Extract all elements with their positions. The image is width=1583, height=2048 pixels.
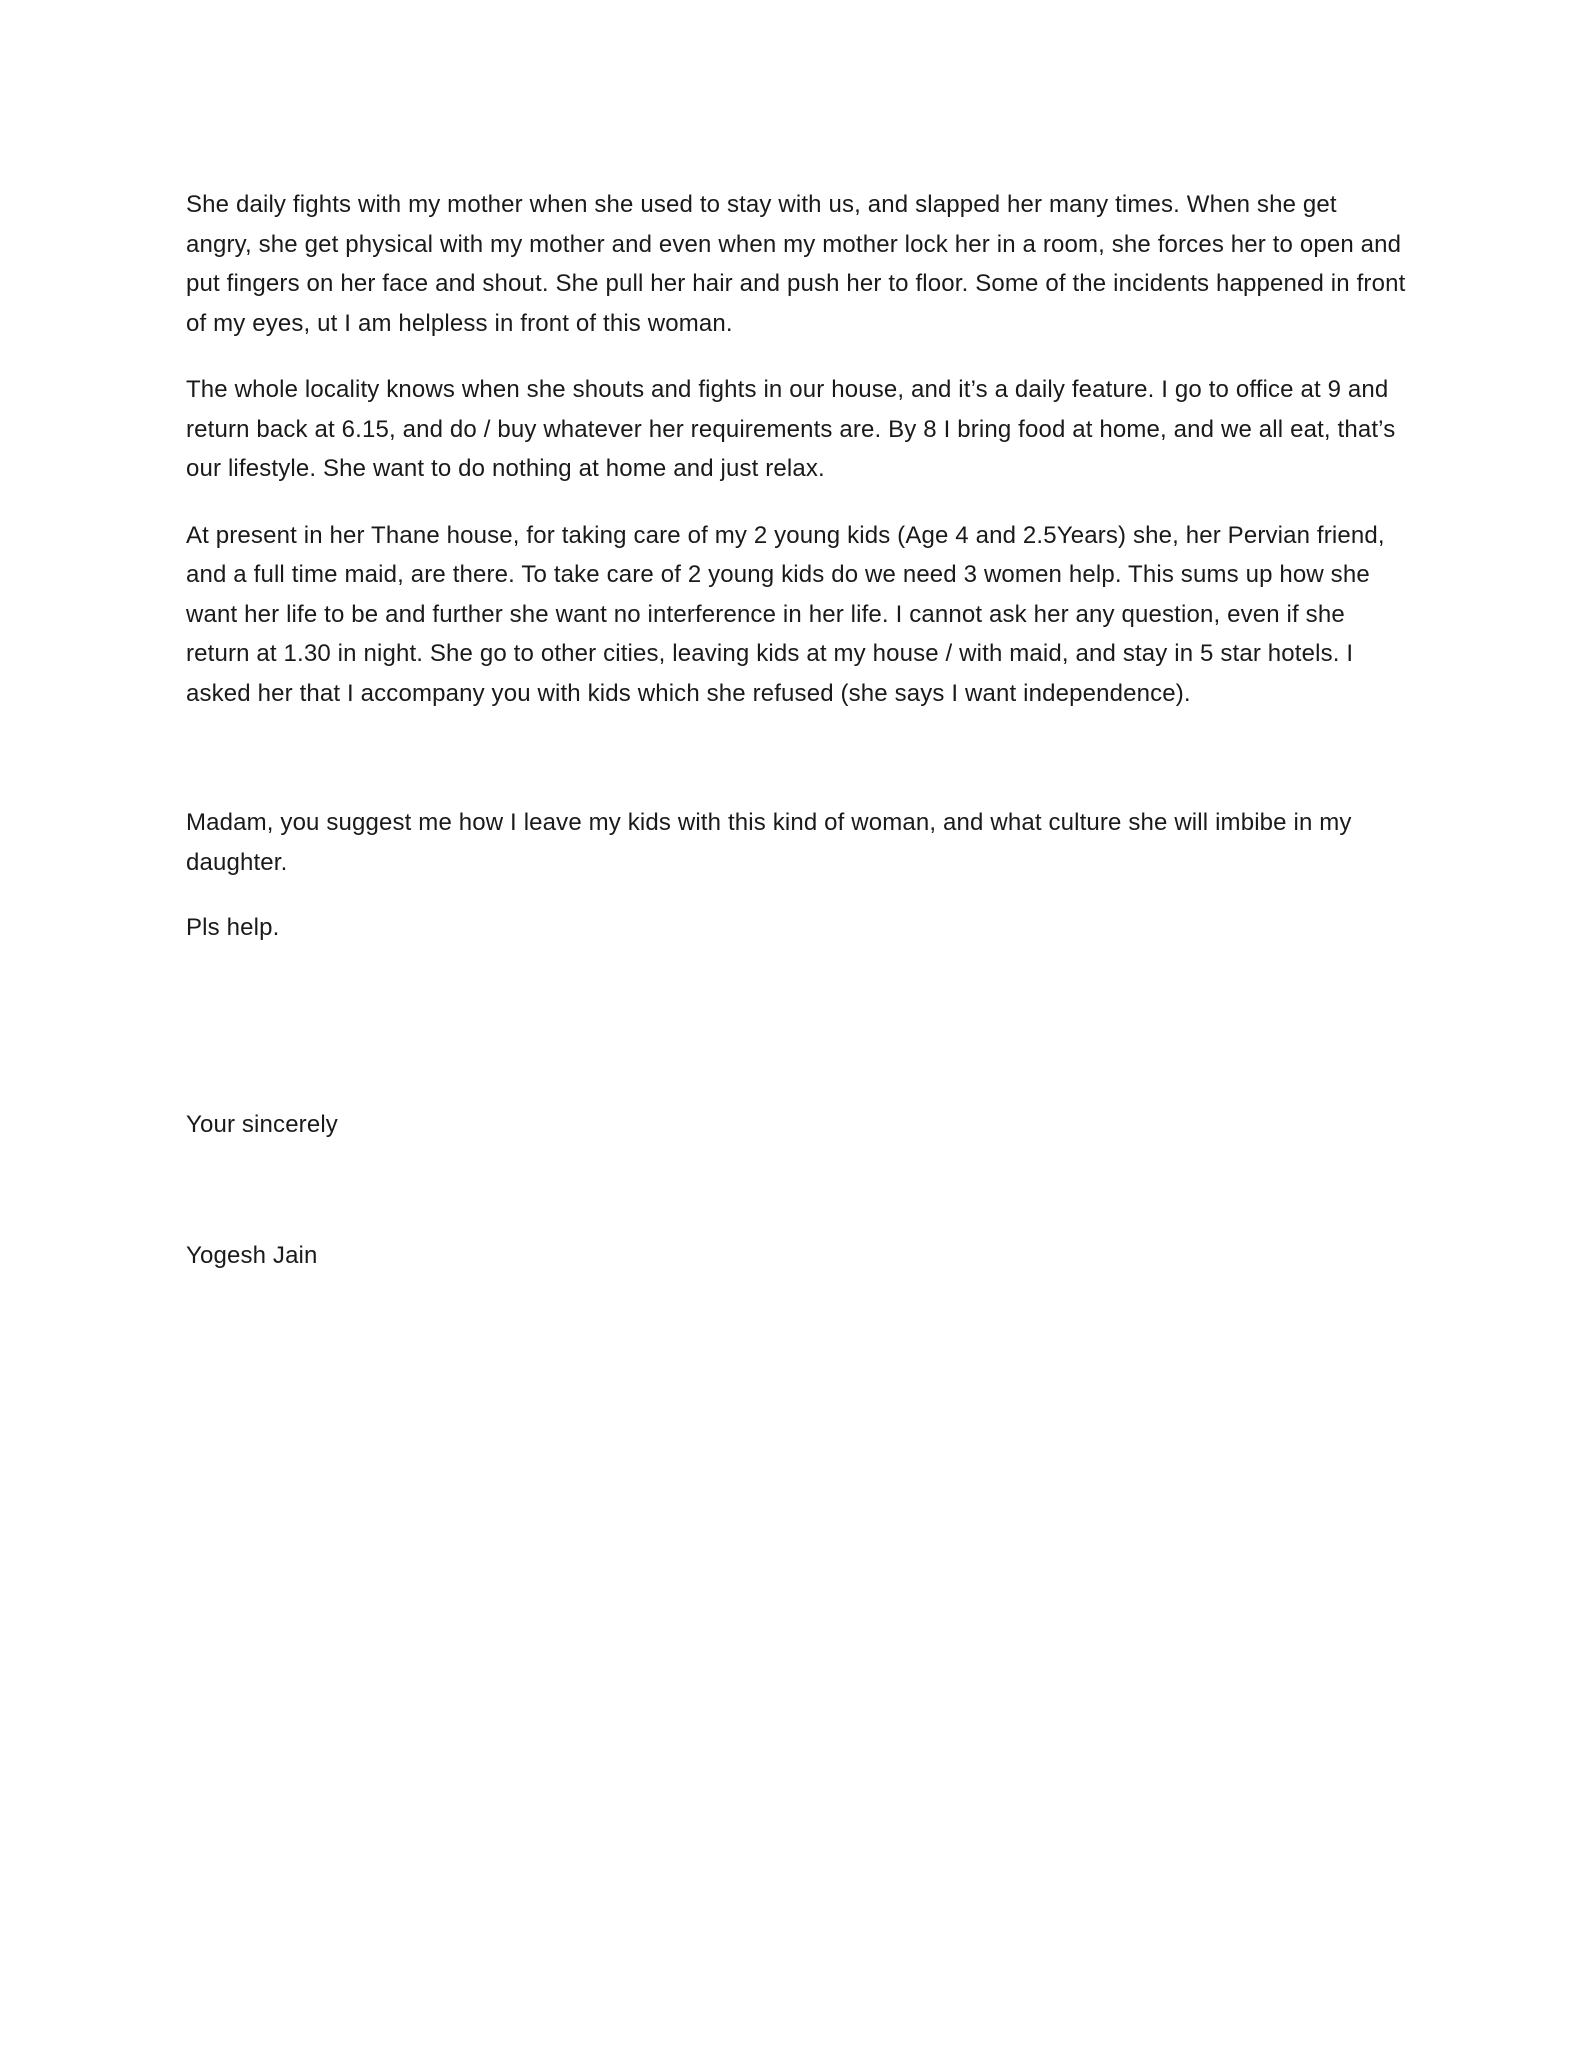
letter-body	[186, 185, 1406, 1276]
signature-name: Yogesh Jain	[186, 1242, 318, 1269]
closing-line: Your sincerely	[186, 1110, 338, 1138]
paragraph-thane-house: At present in her Thane house, for taking care of my 2 young kids (Age 4 and 2.5Years) she, her Pervian friend, and a full time maid, are there. To take care of 2 young kids do we need 3 women help. This sums up how she want her life to be and further she want no interference in her life. I cannot ask her any question, even if she return at 1.30 in night. She go to other cities, leaving kids at my house / with maid, and stay in 5 star hotels. I asked her that I accompany you with kids which she refused (she says I want independence).	[186, 521, 1385, 707]
paragraph-appeal: Madam, you suggest me how I leave my kids with this kind of woman, and what culture she will imbibe in my daughter.	[186, 809, 1352, 876]
paragraph-mother-fights: She daily fights with my mother when she used to stay with us, and slapped her many times. When she get angry, she get physical with my mother and even when my mother lock her in a room, she forces her to open and put fingers on her face and shout. She pull her hair and push her to floor. Some of the incidents happened in front of my eyes, ut I am helpless in front of this woman.	[186, 191, 1406, 337]
paragraph-request: Pls help.	[186, 914, 280, 941]
paragraph-daily-routine: The whole locality knows when she shouts and fights in our house, and it’s a daily feature. I go to office at 9 and return back at 6.15, and do / buy whatever her requirements are. By 8 I bring food at home, and we all eat, that’s our lifestyle. She want to do nothing at home and just relax.	[186, 376, 1396, 482]
